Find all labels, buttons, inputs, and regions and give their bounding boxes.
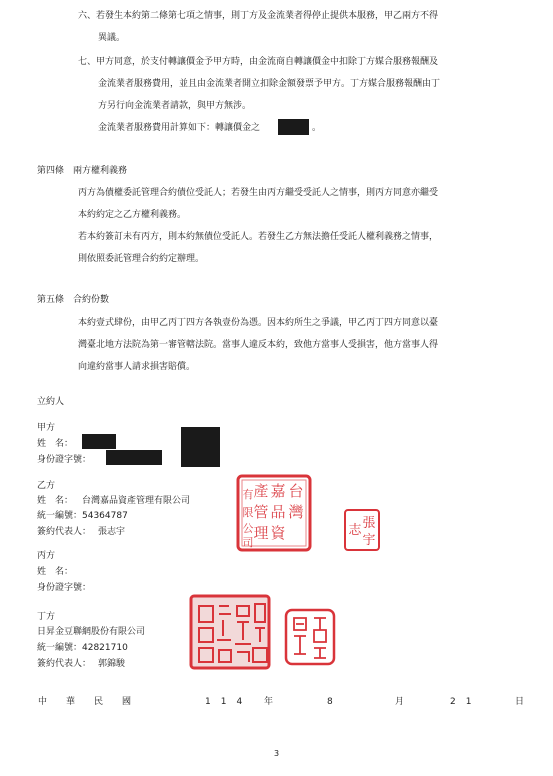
date-year-unit: 年	[264, 697, 274, 707]
svg-text:張: 張	[362, 516, 376, 531]
date-month: 8	[327, 697, 333, 707]
party-b-name-value: 台灣嘉品資產管理有限公司	[82, 496, 191, 506]
party-b-tax-id-label: 統一編號：	[37, 511, 83, 521]
representative-seal-stamp	[343, 508, 381, 552]
article-4-p1-line-1: 丙方為債權委託管理合約債位受託人；若發生由丙方繼受受託人之情事，則丙方同意亦繼受	[78, 188, 439, 198]
date-year: 114	[205, 697, 253, 707]
clause-7-line-1: 七、甲方同意，於支付轉讓價金予甲方時，由金流商自轉讓價金中扣除丁方媒合服務報酬及	[78, 57, 439, 67]
party-b-rep-value: 張志宇	[98, 527, 126, 537]
page-number: 3	[274, 749, 280, 758]
svg-text:灣: 灣	[288, 503, 304, 521]
date-day: 21	[450, 697, 482, 707]
fee-line: 金流業者服務費用計算如下：轉讓價金之	[98, 123, 261, 133]
party-d-tax-id-label: 統一編號：	[37, 643, 83, 653]
party-a-label: 甲方	[37, 423, 56, 433]
party-d-company-name: 日昇金豆聯網股份有限公司	[37, 627, 146, 637]
party-d-label: 丁方	[37, 612, 56, 622]
svg-text:資: 資	[270, 524, 286, 542]
clause-6-line-1: 六、若發生本約第二條第七項之情事，則丁方及金流業者得停止提供本服務，甲乙兩方不得	[78, 11, 439, 21]
date-char: 華	[66, 697, 76, 707]
svg-text:志: 志	[348, 523, 362, 538]
company-seal-stamp	[236, 474, 312, 552]
svg-text:有: 有	[242, 488, 254, 501]
party-b-tax-id-value: 54364787	[82, 511, 128, 521]
svg-text:嘉: 嘉	[270, 482, 286, 500]
redaction-box	[278, 119, 309, 135]
article-5-line-2: 灣臺北地方法院為第一審管轄法院。當事人違反本約，致他方當事人受損害，他方當事人得	[78, 340, 439, 350]
party-b-name-label: 姓 名：	[37, 496, 74, 506]
redaction-box	[181, 427, 220, 467]
article-4-title: 第四條 兩方權利義務	[37, 166, 128, 176]
representative-seal-stamp	[284, 608, 336, 666]
signing-date	[0, 696, 553, 708]
party-d-rep-label: 簽約代表人：	[37, 659, 92, 669]
article-4-p2-line-1: 若本約簽訂未有丙方，則本約無債位受託人。若發生乙方無法擔任受託人權利義務之情事，	[78, 232, 439, 242]
svg-text:公: 公	[242, 522, 254, 535]
redaction-box	[82, 434, 116, 449]
article-5-line-3: 向違約當事人請求損害賠償。	[78, 362, 196, 372]
svg-text:管: 管	[253, 503, 269, 521]
company-seal-stamp	[189, 594, 271, 670]
svg-text:限: 限	[242, 506, 254, 519]
svg-text:產: 產	[253, 482, 269, 500]
svg-text:宇: 宇	[362, 533, 376, 548]
party-c-id-label: 身份證字號：	[37, 583, 92, 593]
party-a-name-label: 姓 名：	[37, 439, 74, 449]
svg-text:理: 理	[253, 524, 269, 542]
date-month-unit: 月	[395, 697, 405, 707]
date-day-unit: 日	[515, 697, 525, 707]
article-4-p1-line-2: 本約約定之乙方權利義務。	[78, 210, 187, 220]
party-d-tax-id-value: 42821710	[82, 643, 128, 653]
svg-text:品: 品	[270, 503, 286, 521]
party-b-label: 乙方	[37, 481, 56, 491]
signatories-heading: 立約人	[37, 397, 65, 407]
party-b-rep-label: 簽約代表人：	[37, 527, 92, 537]
party-c-label: 丙方	[37, 551, 56, 561]
date-char: 國	[122, 697, 132, 707]
clause-7-line-2: 金流業者服務費用，並且由金流業者開立扣除金額發票予甲方。丁方媒合服務報酬由丁	[98, 79, 441, 89]
date-char: 民	[94, 697, 104, 707]
clause-7-line-3: 方另行向金流業者請款，與甲方無涉。	[98, 101, 252, 111]
svg-text:司: 司	[242, 536, 254, 549]
party-d-rep-value: 郭錦駿	[98, 659, 126, 669]
redaction-box	[106, 450, 162, 465]
party-a-id-label: 身份證字號：	[37, 455, 92, 465]
article-4-p2-line-2: 則依照委託管理合約約定辦理。	[78, 254, 205, 264]
clause-6-line-2: 異議。	[98, 33, 126, 43]
party-c-name-label: 姓 名：	[37, 567, 74, 577]
article-5-title: 第五條 合約份數	[37, 295, 110, 305]
article-5-line-1: 本約壹式肆份，由甲乙丙丁四方各執壹份為憑。因本約所生之爭議，甲乙丙丁四方同意以臺	[78, 318, 439, 328]
date-char: 中	[38, 697, 48, 707]
fee-line-suffix: 。	[312, 123, 322, 133]
svg-text:台: 台	[288, 482, 304, 500]
